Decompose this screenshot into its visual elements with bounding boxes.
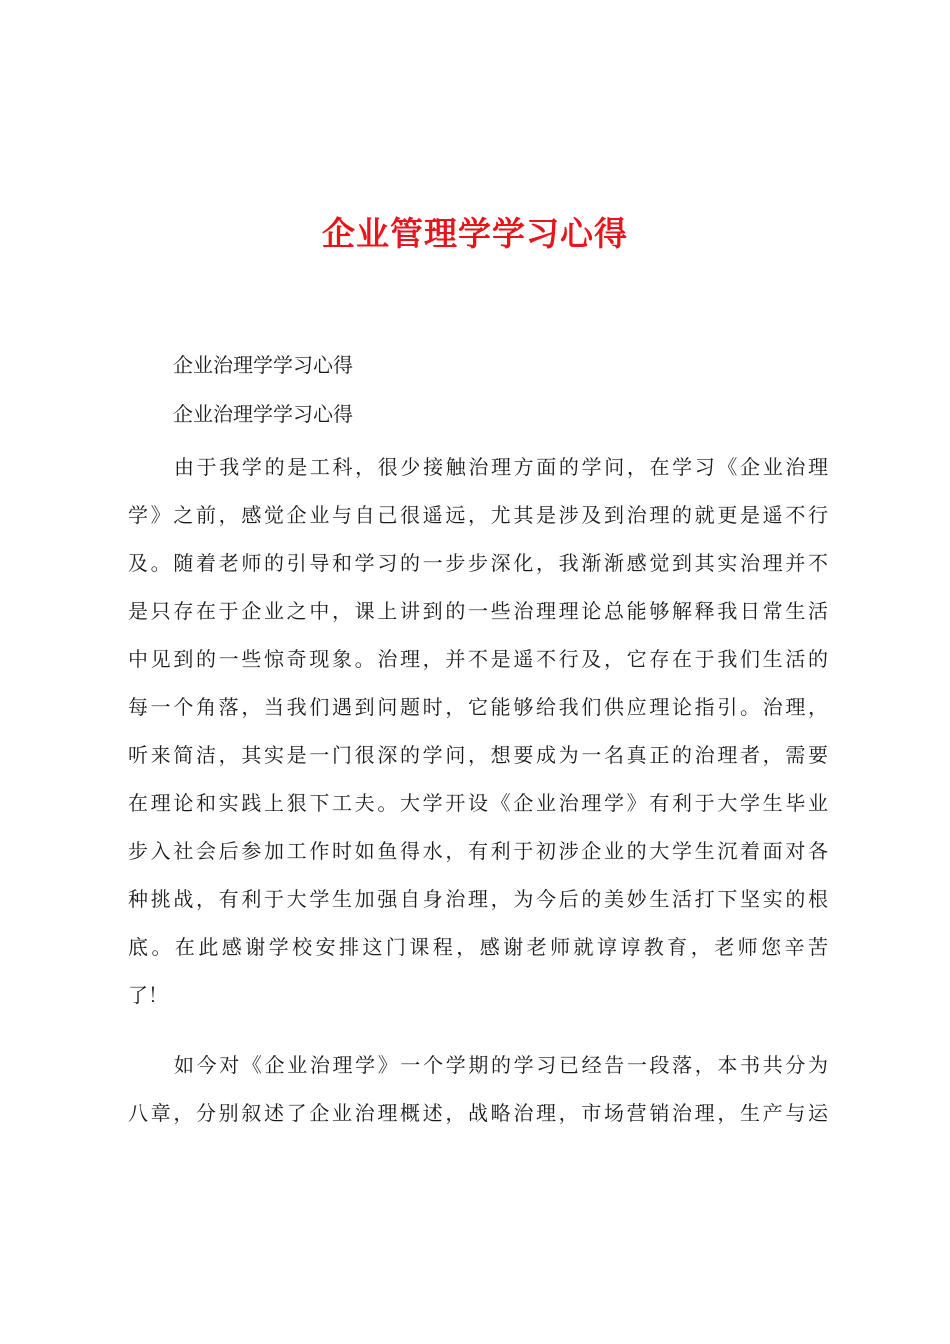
- paragraph-line: 中见到的一些惊奇现象。治理，并不是遥不行及，它存在于我们生活的: [128, 647, 828, 671]
- document-title: 企业管理学学习心得: [322, 214, 628, 253]
- paragraph-line: 每一个角落，当我们遇到问题时，它能够给我们供应理论指引。治理，: [128, 695, 828, 719]
- subheading-2: 企业治理学学习心得: [173, 402, 353, 426]
- paragraph-line: 由于我学的是工科，很少接触治理方面的学问，在学习《企业治理: [174, 455, 828, 479]
- paragraph-1: [128, 443, 828, 1019]
- paragraph-line: 八章，分别叙述了企业治理概述，战略治理，市场营销治理，生产与运: [128, 1101, 828, 1125]
- paragraph-line: 底。在此感谢学校安排这门课程，感谢老师就谆谆教育，老师您辛苦: [128, 935, 828, 959]
- paragraph-line: 种挑战，有利于大学生加强自身治理，为今后的美妙生活打下坚实的根: [128, 887, 828, 911]
- paragraph-line: 是只存在于企业之中，课上讲到的一些治理理论总能够解释我日常生活: [128, 599, 828, 623]
- paragraph-line: 学》之前，感觉企业与自己很遥远，尤其是涉及到治理的就更是遥不行: [128, 503, 828, 527]
- paragraph-line: 步入社会后参加工作时如鱼得水，有利于初涉企业的大学生沉着面对各: [128, 839, 828, 863]
- paragraph-line: 听来简洁，其实是一门很深的学问，想要成为一名真正的治理者，需要: [128, 743, 828, 767]
- paragraph-line: 如今对《企业治理学》一个学期的学习已经告一段落，本书共分为: [174, 1053, 828, 1077]
- paragraph-line: 了！: [128, 983, 168, 1007]
- subheading-1: 企业治理学学习心得: [173, 353, 353, 377]
- paragraph-2: [128, 1041, 828, 1137]
- paragraph-line: 及。随着老师的引导和学习的一步步深化，我渐渐感觉到其实治理并不: [128, 551, 828, 575]
- paragraph-line: 在理论和实践上狠下工夫。大学开设《企业治理学》有利于大学生毕业: [128, 791, 828, 815]
